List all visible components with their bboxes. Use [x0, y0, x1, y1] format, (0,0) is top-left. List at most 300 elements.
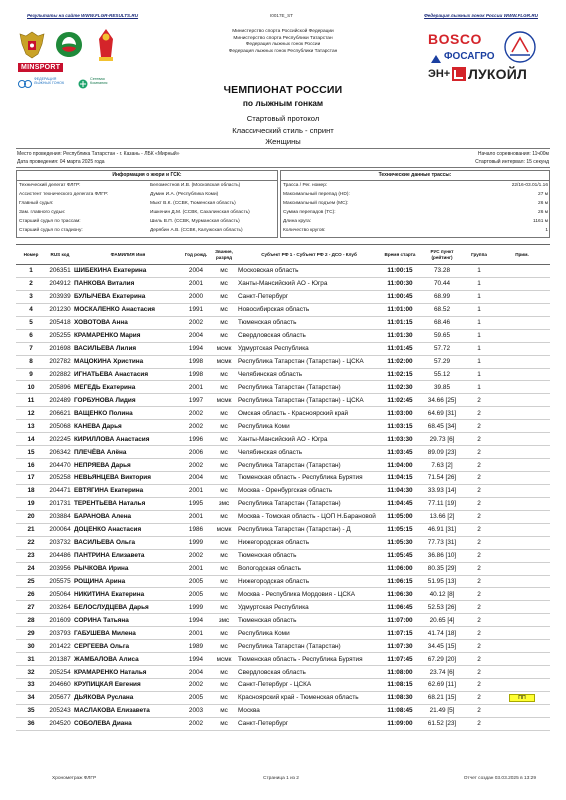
table-row: [16, 679, 550, 692]
row-region: Москва - Оренбургская область: [238, 484, 380, 497]
jury-value: Думин И.А. (Республика Коми): [150, 192, 219, 197]
row-birth-year: 2001: [182, 562, 210, 575]
row-start-time: 11:08:15: [380, 679, 420, 692]
minsport-logo: MINSPORT: [18, 63, 63, 72]
track-label: Количество кругов:: [283, 228, 326, 233]
row-points: 29.73 [6]: [420, 433, 464, 446]
row-group: 2: [464, 575, 494, 588]
table-row: [16, 640, 550, 653]
row-rank: мсмк: [210, 355, 238, 368]
row-rank: мс: [210, 704, 238, 717]
table-row: [16, 614, 550, 627]
row-birth-year: 1989: [182, 640, 210, 653]
row-points: 34.45 [15]: [420, 640, 464, 653]
organizer-line: Министерство спорта Российской Федерации: [232, 29, 334, 34]
row-name: ДОЦЕНКО Анастасия: [74, 523, 182, 536]
row-start-time: 11:07:15: [380, 627, 420, 640]
row-number: 32: [16, 666, 46, 679]
ski-federation-caption: ФЕДЕРАЦИЯ ЛЫЖНЫХ ГОНОК: [34, 77, 65, 86]
jury-label: Старший судья по трассам:: [19, 219, 81, 224]
row-number: 22: [16, 536, 46, 549]
row-rank: мс: [210, 381, 238, 394]
row-rus-code: 205243: [46, 704, 74, 717]
row-region: Тюменская область: [238, 316, 380, 329]
row-start-time: 11:08:45: [380, 704, 420, 717]
note-badge: ПП: [509, 694, 534, 702]
row-region: Москва - Томская область - ЦОП Н.Барановой: [238, 510, 380, 523]
row-note: [494, 575, 550, 588]
row-note: [494, 666, 550, 679]
table-header-row: [16, 245, 550, 265]
row-rus-code: 201387: [46, 653, 74, 666]
row-start-time: 11:05:15: [380, 523, 420, 536]
organizer-line: Федерация лыжных гонок Республики Татарстан: [228, 48, 338, 54]
row-birth-year: 2004: [182, 472, 210, 485]
jury-value: Дерябин А.В. (ССВК, Калужская область): [150, 228, 243, 233]
row-name: ВАСИЛЬЕВА Лилия: [74, 342, 182, 355]
row-points: 36.86 [10]: [420, 549, 464, 562]
row-points: 7.63 [2]: [420, 459, 464, 472]
row-points: 89.09 [23]: [420, 446, 464, 459]
row-rus-code: 204470: [46, 459, 74, 472]
row-number: 26: [16, 588, 46, 601]
row-note: [494, 381, 550, 394]
row-group: 1: [464, 329, 494, 342]
row-region: Тюменская область - Республика Бурятия: [238, 472, 380, 485]
row-points: 68.99: [420, 290, 464, 303]
championship-subtitle: по лыжным гонкам: [242, 98, 324, 108]
row-start-time: 11:06:45: [380, 601, 420, 614]
row-name: ШИБЕКИНА Екатерина: [74, 265, 182, 278]
row-start-time: 11:04:45: [380, 497, 420, 510]
row-number: 29: [16, 627, 46, 640]
row-number: 30: [16, 640, 46, 653]
table-row: [16, 562, 550, 575]
row-region: Свердловская область: [238, 666, 380, 679]
column-header-rank: Звание, разряд: [210, 245, 238, 265]
row-rank: мс: [210, 433, 238, 446]
row-start-time: 11:02:30: [380, 381, 420, 394]
row-birth-year: 1998: [182, 355, 210, 368]
row-name: ХОВОТОВА Анна: [74, 316, 182, 329]
row-name: БУЛЫЧЕВА Екатерина: [74, 290, 182, 303]
row-rus-code: 205896: [46, 381, 74, 394]
row-number: 13: [16, 420, 46, 433]
row-name: ИГНАТЬЕВА Анастасия: [74, 368, 182, 381]
row-name: ДЬЯКОВА Руслана: [74, 691, 182, 704]
row-rus-code: 204520: [46, 717, 74, 730]
row-region: Тюменская область: [238, 614, 380, 627]
row-number: 14: [16, 433, 46, 446]
row-points: 70.44: [420, 277, 464, 290]
row-group: 2: [464, 484, 494, 497]
track-label: Максимальный перепад (HD):: [283, 192, 350, 197]
row-note: [494, 691, 550, 704]
row-points: 71.54 [26]: [420, 472, 464, 485]
row-points: 52.53 [26]: [420, 601, 464, 614]
row-number: 2: [16, 277, 46, 290]
en-plus-logo: ЭН+: [428, 68, 451, 80]
track-value: 26 м: [538, 210, 548, 215]
jury-label: Старший судья по стадиону:: [19, 228, 83, 233]
table-row: [16, 316, 550, 329]
row-birth-year: 2000: [182, 290, 210, 303]
row-group: 2: [464, 420, 494, 433]
row-region: Москва - Республика Мордовия - ЦСКА: [238, 588, 380, 601]
row-number: 28: [16, 614, 46, 627]
jury-value: Мыкт В.К. (ССВК, Тюменская область): [150, 201, 236, 206]
column-header-rus-code: RUS код: [46, 245, 74, 265]
row-name: БАРАНОВА Алена: [74, 510, 182, 523]
row-start-time: 11:03:45: [380, 446, 420, 459]
jury-label: Технический делегат ФЛГР:: [19, 183, 81, 188]
track-value: 22/16-03.01/1.16: [511, 183, 548, 188]
row-rus-code: 202245: [46, 433, 74, 446]
results-site-link[interactable]: Результаты на сайте WWW.FLGR-RESULTS.RU: [27, 13, 139, 18]
row-number: 24: [16, 562, 46, 575]
row-region: Свердловская область: [238, 329, 380, 342]
row-start-time: 11:05:45: [380, 549, 420, 562]
row-start-time: 11:04:00: [380, 459, 420, 472]
row-birth-year: 2002: [182, 316, 210, 329]
row-group: 2: [464, 666, 494, 679]
russia-emblem-logo: [18, 30, 46, 60]
row-start-time: 11:04:15: [380, 472, 420, 485]
lukoil-logo: ЛУКОЙЛ: [468, 66, 528, 82]
track-label: Трасса / Рег. номер:: [283, 183, 328, 188]
row-birth-year: 2002: [182, 679, 210, 692]
row-rank: мс: [210, 303, 238, 316]
row-rank: мсмк: [210, 523, 238, 536]
ski-federation-logo: [502, 30, 538, 64]
row-birth-year: 2001: [182, 381, 210, 394]
row-points: 39.85: [420, 381, 464, 394]
table-row: [16, 666, 550, 679]
row-name: МАЦОКИНА Христина: [74, 355, 182, 368]
row-note: [494, 394, 550, 407]
row-rank: мс: [210, 407, 238, 420]
row-birth-year: 2006: [182, 446, 210, 459]
row-rus-code: 201422: [46, 640, 74, 653]
row-note: [494, 523, 550, 536]
row-group: 1: [464, 265, 494, 278]
grid-company-caption: Сетевая Компания: [90, 77, 108, 86]
row-rus-code: 205068: [46, 420, 74, 433]
table-row: [16, 510, 550, 523]
row-number: 34: [16, 691, 46, 704]
row-group: 2: [464, 588, 494, 601]
row-rank: змс: [210, 497, 238, 510]
row-name: РОЩИНА Арина: [74, 575, 182, 588]
row-points: 59.65: [420, 329, 464, 342]
row-rus-code: 205677: [46, 691, 74, 704]
track-value: 26 м: [538, 201, 548, 206]
table-row: [16, 368, 550, 381]
row-group: 2: [464, 433, 494, 446]
row-region: Санкт-Петербург: [238, 717, 380, 730]
row-name: ТЕРЕНТЬЕВА Наталья: [74, 497, 182, 510]
row-note: [494, 316, 550, 329]
track-label: Максимальный подъем (MC):: [283, 201, 349, 206]
row-rank: мс: [210, 588, 238, 601]
row-rus-code: 206621: [46, 407, 74, 420]
row-name: КАНЕВА Дарья: [74, 420, 182, 433]
row-birth-year: 2003: [182, 704, 210, 717]
row-number: 27: [16, 601, 46, 614]
tatarstan-logo: [53, 29, 85, 59]
row-points: 46.91 [31]: [420, 523, 464, 536]
row-note: [494, 446, 550, 459]
row-birth-year: 2005: [182, 575, 210, 588]
row-birth-year: 2002: [182, 549, 210, 562]
row-birth-year: 1994: [182, 342, 210, 355]
row-number: 5: [16, 316, 46, 329]
row-note: [494, 433, 550, 446]
table-row: [16, 277, 550, 290]
date-text: Дата проведения: 04 марта 2025 года: [17, 159, 105, 165]
column-header-number: Номер: [16, 245, 46, 265]
row-start-time: 11:03:00: [380, 407, 420, 420]
row-note: [494, 653, 550, 666]
row-note: [494, 368, 550, 381]
row-rank: мс: [210, 562, 238, 575]
start-time-text: Начало соревнования: 11ч00м: [477, 151, 549, 157]
row-rank: мс: [210, 536, 238, 549]
row-start-time: 11:00:45: [380, 290, 420, 303]
row-points: 34.66 [25]: [420, 394, 464, 407]
row-rank: змс: [210, 614, 238, 627]
row-rank: мс: [210, 329, 238, 342]
row-name: ЖАМБАЛОВА Алиса: [74, 653, 182, 666]
row-number: 8: [16, 355, 46, 368]
row-note: [494, 614, 550, 627]
row-points: 20.65 [4]: [420, 614, 464, 627]
row-region: Ханты-Мансийский АО - Югра: [238, 277, 380, 290]
row-birth-year: 1991: [182, 303, 210, 316]
row-region: Омская область - Красноярский край: [238, 407, 380, 420]
row-points: 64.69 [31]: [420, 407, 464, 420]
row-start-time: 11:07:45: [380, 653, 420, 666]
row-region: Вологодская область: [238, 562, 380, 575]
row-rus-code: 204912: [46, 277, 74, 290]
row-number: 20: [16, 510, 46, 523]
row-start-time: 11:09:00: [380, 717, 420, 730]
divider: [16, 148, 550, 149]
row-note: [494, 290, 550, 303]
column-header-name: ФАМИЛИЯ Имя: [74, 245, 182, 265]
table-row: [16, 601, 550, 614]
row-group: 1: [464, 355, 494, 368]
interval-text: Стартовый интервал: 15 секунд: [475, 159, 549, 165]
row-region: Республика Татарстан (Татарстан): [238, 381, 380, 394]
row-group: 2: [464, 510, 494, 523]
row-rus-code: 204471: [46, 484, 74, 497]
row-region: Ханты-Мансийский АО - Югра: [238, 433, 380, 446]
row-start-time: 11:03:15: [380, 420, 420, 433]
row-group: 2: [464, 407, 494, 420]
row-group: 2: [464, 704, 494, 717]
row-points: 68.52: [420, 303, 464, 316]
row-note: [494, 277, 550, 290]
row-start-time: 11:08:30: [380, 691, 420, 704]
row-name: БЕЛОСЛУДЦЕВА Дарья: [74, 601, 182, 614]
row-rank: мс: [210, 679, 238, 692]
row-group: 1: [464, 277, 494, 290]
row-region: Удмуртская Республика: [238, 601, 380, 614]
row-number: 33: [16, 679, 46, 692]
row-rank: мс: [210, 640, 238, 653]
row-rus-code: 205064: [46, 588, 74, 601]
track-label: Длина круга:: [283, 219, 312, 224]
row-region: Республика Татарстан (Татарстан): [238, 640, 380, 653]
row-group: 1: [464, 303, 494, 316]
organizer-line: Министерство спорта Республики Татарстан: [233, 35, 333, 41]
row-number: 17: [16, 472, 46, 485]
row-birth-year: 2001: [182, 484, 210, 497]
row-birth-year: 2002: [182, 420, 210, 433]
fosagro-logo: ФОСАГРО: [444, 51, 495, 62]
row-start-time: 11:05:30: [380, 536, 420, 549]
row-start-time: 11:01:45: [380, 342, 420, 355]
row-rus-code: 201609: [46, 614, 74, 627]
row-rank: мс: [210, 549, 238, 562]
row-rus-code: 202782: [46, 355, 74, 368]
footer-page-number: Страница 1 из 2: [263, 776, 299, 781]
table-row: [16, 575, 550, 588]
row-group: 2: [464, 523, 494, 536]
row-number: 10: [16, 381, 46, 394]
row-rank: мс: [210, 717, 238, 730]
row-points: 62.69 [11]: [420, 679, 464, 692]
table-row: [16, 446, 550, 459]
row-region: Республика Татарстан (Татарстан): [238, 459, 380, 472]
track-value: 1161 м: [533, 219, 548, 224]
table-row: [16, 691, 550, 704]
row-note: [494, 459, 550, 472]
table-row: [16, 484, 550, 497]
footer-report-created: Отчет создан 03.03.2025 в 13:29: [463, 776, 536, 781]
row-region: Тюменская область - Республика Бурятия: [238, 653, 380, 666]
row-name: КРАМАРЕНКО Наталья: [74, 666, 182, 679]
jury-value: Ишкенин Д.М. (ССВК, Сахалинская область): [150, 210, 250, 215]
row-region: Новосибирская область: [238, 303, 380, 316]
row-name: СОБОЛЕВА Диана: [74, 717, 182, 730]
row-note: [494, 472, 550, 485]
row-start-time: 11:06:15: [380, 575, 420, 588]
row-name: НЕВЬЯНЦЕВА Виктория: [74, 472, 182, 485]
row-region: Санкт-Петербург: [238, 290, 380, 303]
row-region: Челябинская область: [238, 446, 380, 459]
column-header-birth-year: Год рожд.: [182, 245, 210, 265]
row-region: Московская область: [238, 265, 380, 278]
table-row: [16, 588, 550, 601]
row-note: [494, 588, 550, 601]
row-number: 16: [16, 459, 46, 472]
protocol-title: Стартовый протокол: [246, 114, 320, 123]
row-birth-year: 2002: [182, 717, 210, 730]
row-rank: мс: [210, 277, 238, 290]
row-group: 2: [464, 653, 494, 666]
row-birth-year: 1997: [182, 394, 210, 407]
divider: [280, 180, 550, 181]
row-note: [494, 484, 550, 497]
row-group: 2: [464, 691, 494, 704]
row-group: 2: [464, 640, 494, 653]
row-note: [494, 329, 550, 342]
row-rus-code: 202882: [46, 368, 74, 381]
row-birth-year: 2005: [182, 588, 210, 601]
race-gender: Женщины: [265, 137, 301, 146]
row-rus-code: 200064: [46, 523, 74, 536]
row-number: 15: [16, 446, 46, 459]
row-birth-year: 1986: [182, 523, 210, 536]
divider: [16, 180, 278, 181]
federation-site-link[interactable]: Федерация лыжных гонок России WWW.FLGR.RU: [424, 13, 538, 18]
row-rank: мс: [210, 420, 238, 433]
bosco-logo: BOSCO: [428, 31, 482, 47]
row-points: 55.12: [420, 368, 464, 381]
row-group: 2: [464, 459, 494, 472]
row-rus-code: 205254: [46, 666, 74, 679]
row-number: 12: [16, 407, 46, 420]
row-note: [494, 420, 550, 433]
row-number: 25: [16, 575, 46, 588]
row-points: 80.35 [29]: [420, 562, 464, 575]
row-rus-code: 203884: [46, 510, 74, 523]
row-note: [494, 679, 550, 692]
row-rus-code: 203939: [46, 290, 74, 303]
row-name: КРАМАРЕНКО Мария: [74, 329, 182, 342]
row-name: ЕВТЯГИНА Екатерина: [74, 484, 182, 497]
row-points: 51.95 [13]: [420, 575, 464, 588]
row-rank: мс: [210, 316, 238, 329]
row-rus-code: 203732: [46, 536, 74, 549]
row-name: ВАЩЕНКО Полина: [74, 407, 182, 420]
row-name: ВАСИЛЬЕВА Ольга: [74, 536, 182, 549]
row-region: Республика Татарстан (Татарстан) - Д: [238, 523, 380, 536]
table-row: [16, 523, 550, 536]
row-note: [494, 640, 550, 653]
row-name: МАСЛАКОВА Елизавета: [74, 704, 182, 717]
row-rus-code: 201230: [46, 303, 74, 316]
row-name: ГАБУШЕВА Милена: [74, 627, 182, 640]
table-row: [16, 627, 550, 640]
row-points: 57.72: [420, 342, 464, 355]
row-points: 68.46: [420, 316, 464, 329]
row-rank: мс: [210, 368, 238, 381]
row-rank: мсмк: [210, 653, 238, 666]
row-rus-code: 203264: [46, 601, 74, 614]
row-group: 2: [464, 446, 494, 459]
table-row: [16, 407, 550, 420]
table-row: [16, 303, 550, 316]
row-number: 23: [16, 549, 46, 562]
fosagro-icon: [430, 51, 442, 61]
row-note: [494, 536, 550, 549]
row-region: Тюменская область: [238, 549, 380, 562]
row-birth-year: 2001: [182, 627, 210, 640]
track-value: 27 м: [538, 192, 548, 197]
table-row: [16, 497, 550, 510]
row-rus-code: 206351: [46, 265, 74, 278]
table-row: [16, 290, 550, 303]
column-header-points: РУС пункт (рейтинг): [420, 245, 464, 265]
row-note: [494, 303, 550, 316]
row-start-time: 11:00:15: [380, 265, 420, 278]
row-region: Республика Татарстан (Татарстан) - ЦСКА: [238, 394, 380, 407]
lukoil-icon: [452, 67, 466, 81]
row-rank: мс: [210, 446, 238, 459]
